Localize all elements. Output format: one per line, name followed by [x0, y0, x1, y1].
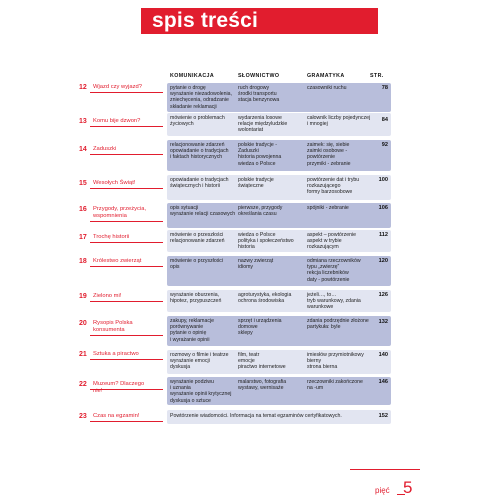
cell-slownictwo: wiedza o Polsce polityka i społeczeństwo historia — [238, 232, 294, 251]
page-number: 92 — [381, 142, 388, 148]
unit-number: 14 — [79, 146, 87, 153]
cell-komunikacja: mówienie o przyszłości opis — [170, 258, 224, 271]
cell-slownictwo: polskie tradycje świąteczne — [238, 177, 274, 190]
cell-slownictwo: malarstwo, fotografia wystawy, wernisaże — [238, 379, 287, 392]
topic-underline — [90, 301, 163, 302]
topic-underline — [90, 421, 163, 422]
page-number: 112 — [378, 232, 388, 238]
cell-gramatyka: jeżeli…, to… tryb warunkowy, zdania warunkowe — [307, 292, 361, 311]
page-number: 106 — [378, 205, 388, 211]
unit-topic[interactable]: Rysopis Polska konsumenta — [93, 320, 133, 333]
footer-page-number: 5 — [403, 478, 413, 497]
page-number: 84 — [381, 117, 388, 123]
topic-underline — [90, 188, 163, 189]
page-number: 126 — [378, 292, 388, 298]
unit-topic[interactable]: Wesołych Świąt! — [93, 180, 136, 186]
unit-number: 12 — [79, 84, 87, 91]
topic-underline — [90, 126, 163, 127]
cell-komunikacja: pytanie o drogę wyrażanie niezadowolenia, zniechęcenia, odradzanie składanie reklamacji — [170, 85, 232, 110]
unit-number: 23 — [79, 413, 87, 420]
unit-number: 22 — [79, 381, 87, 388]
cell-slownictwo: wydarzenia losowe relacje międzyludzkie wolontariat — [238, 115, 288, 134]
cell-komunikacja: opowiadanie o tradycjach świątecznych i historii — [170, 177, 229, 190]
unit-topic[interactable]: Czas na egzamin! — [93, 413, 140, 419]
page-number: 120 — [378, 258, 388, 264]
unit-topic[interactable]: Zielono mi! — [93, 293, 122, 299]
page-number: 152 — [378, 413, 388, 419]
cell-gramatyka: czasowniki ruchu — [307, 85, 347, 91]
unit-topic[interactable]: Muzeum? Dlaczego nie! — [93, 381, 145, 394]
cell-gramatyka: zaimek: się, siebie zaimki osobowe - powtórzenie przymiki - zebranie — [307, 142, 351, 167]
unit-topic[interactable]: Sztuka a piractwo — [93, 351, 139, 357]
page-number: 146 — [378, 379, 388, 385]
unit-number: 17 — [79, 234, 87, 241]
cell-gramatyka: imiesłów przymiotnikowy bierny strona bierna — [307, 352, 364, 371]
topic-underline — [90, 154, 163, 155]
cell-slownictwo: nazwy zwierząt idiomy — [238, 258, 274, 271]
cell-komunikacja: relacjonowanie zdarzeń opowiadanie o tradycjach i faktach historycznych — [170, 142, 229, 161]
header-komunikacja: KOMUNIKACJA — [170, 73, 215, 79]
topic-underline — [90, 221, 163, 222]
header-str: STR. — [370, 73, 384, 79]
unit-number: 15 — [79, 180, 87, 187]
unit-topic[interactable]: Trochę historii — [93, 234, 130, 240]
cell-gramatyka: powtórzenie dat i trybu rozkazującego formy barzosobowe — [307, 177, 360, 196]
unit-topic[interactable]: Wjazd czy wyjazd? — [93, 84, 142, 90]
unit-number: 13 — [79, 118, 87, 125]
cell-gramatyka: odmiana rzeczowników typu „zwierzę” rekcja liczebników daty - powtórzenie — [307, 258, 361, 283]
cell-komunikacja: mówienie o problemach życiowych — [170, 115, 225, 128]
unit-number: 19 — [79, 293, 87, 300]
cell-komunikacja: opis sytuacji wyrażanie relacji czasowych — [170, 205, 236, 218]
unit-topic[interactable]: Królestwo zwierząt — [93, 258, 142, 264]
cell-slownictwo: polskie tradycje - Zaduszki historia powojenna wiedza o Polsce — [238, 142, 282, 167]
cell-komunikacja: wyrażanie podziwu i uznania wyrażanie opinii krytycznej dyskusja o sztuce — [170, 379, 232, 404]
unit-topic[interactable]: Komu bije dzwon? — [93, 118, 141, 124]
header-gramatyka: GRAMATYKA — [307, 73, 345, 79]
cell-slownictwo: sprzęt i urządzenia domowe sklepy — [238, 318, 282, 337]
topic-underline — [90, 92, 163, 93]
cell-komunikacja: rozmowy o filmie i teatrze wyrażanie emocji dyskusja — [170, 352, 229, 371]
topic-underline — [90, 335, 163, 336]
cell-gramatyka: spójniki - zebranie — [307, 205, 349, 211]
cell-komunikacja: wyrażanie oburzenia, hipotez, przypuszczeń — [170, 292, 222, 305]
unit-number: 20 — [79, 320, 87, 327]
page-number: 100 — [378, 177, 388, 183]
unit-number: 16 — [79, 206, 87, 213]
cell-komunikacja: mówienie o przeszłości relacjonowanie zdarzeń — [170, 232, 225, 245]
cell-gramatyka: rzeczowniki zakończone na -um — [307, 379, 363, 392]
footer-divider — [350, 469, 420, 470]
unit-topic[interactable]: Zaduszki — [93, 146, 117, 152]
cell-slownictwo: ruch drogowy środki transportu stacja benzynowa — [238, 85, 280, 104]
cell-slownictwo: film, teatr emocje piractwo internetowe — [238, 352, 286, 371]
cell-komunikacja: zakupy, reklamacje porównywanie pytanie o opinię i wyrażanie opinii — [170, 318, 215, 343]
cell-gramatyka: aspekt – powtórzenie aspekt w trybie rozkazującym — [307, 232, 357, 251]
header-slownictwo: SŁOWNICTWO — [238, 73, 280, 79]
cell-komunikacja: Powtórzenie wiadomości. Informacja na temat egzaminów certyfikatowych. — [170, 413, 342, 419]
page-title: spis treści — [152, 9, 259, 32]
topic-underline — [90, 266, 163, 267]
unit-topic[interactable]: Przygody, przeżycia, wspomnienia — [93, 206, 147, 219]
topic-underline — [90, 242, 163, 243]
unit-number: 18 — [79, 258, 87, 265]
unit-number: 21 — [79, 351, 87, 358]
page-number: 140 — [378, 352, 388, 358]
cell-gramatyka: zdania podrzędnie złożone partykuła: byle — [307, 318, 369, 331]
cell-slownictwo: agroturystyka, ekologia ochrona środowiska — [238, 292, 292, 305]
page-number: 78 — [381, 85, 388, 91]
topic-underline — [90, 359, 163, 360]
cell-slownictwo: pierwsze, przygody określania czasu — [238, 205, 283, 218]
footer-page-word: pięć — [375, 486, 390, 495]
cell-gramatyka: całownik liczby pojedynczej i mnogiej — [307, 115, 371, 128]
page-number: 132 — [378, 319, 388, 325]
